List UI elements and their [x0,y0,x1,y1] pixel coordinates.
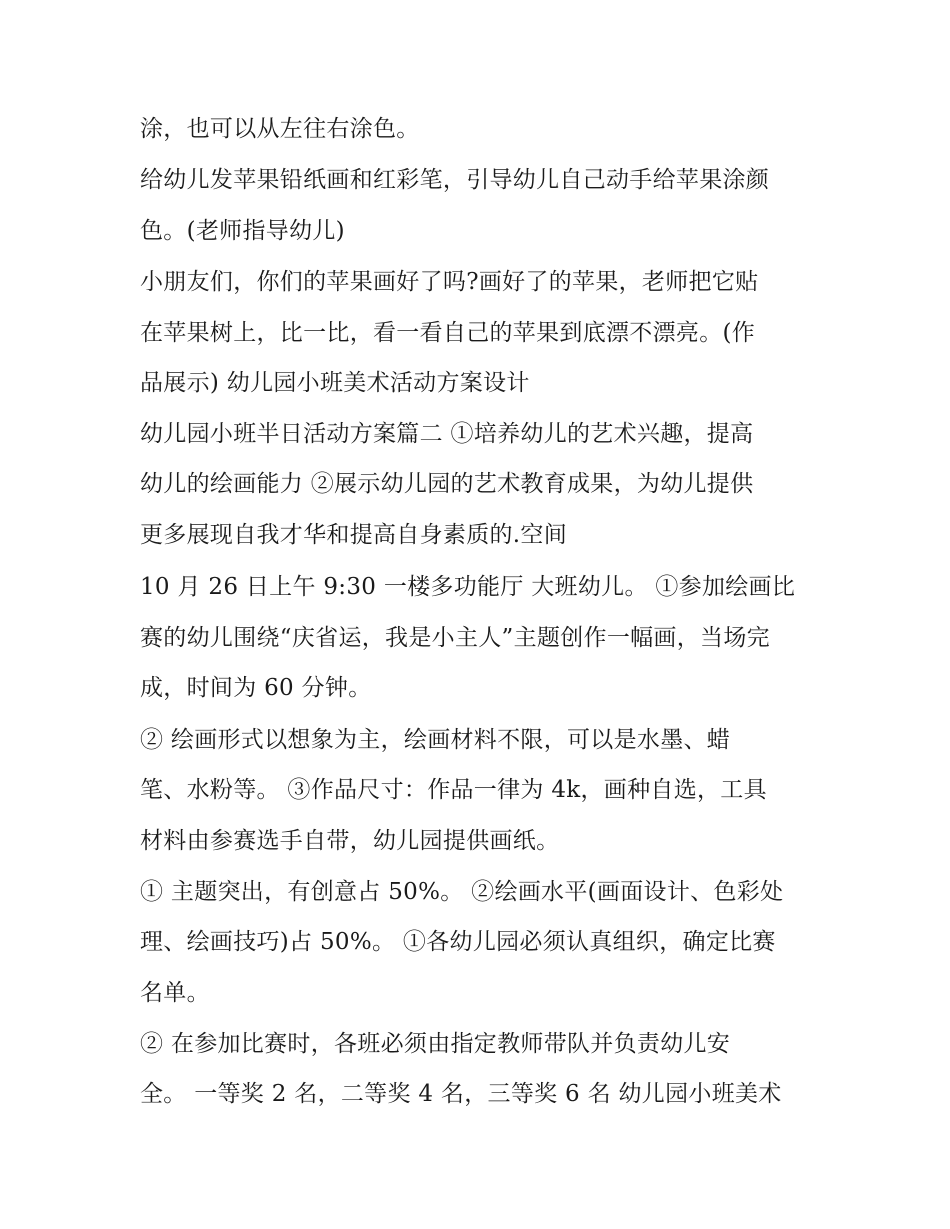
text-line: 小朋友们，你们的苹果画好了吗?画好了的苹果，老师把它贴 [140,269,759,295]
text-line: 更多展现自我才华和提高自身素质的.空间 [140,522,568,548]
text-line: 品展示) 幼儿园小班美术活动方案设计 [140,370,530,396]
text-line: 赛的幼儿围绕“庆省运，我是小主人”主题创作一幅画，当场完 [140,625,770,651]
text-line: 成，时间为 60 分钟。 [140,675,372,701]
text-line: ② 绘画形式以想象为主，绘画材料不限，可以是水墨、蜡 [140,727,731,753]
text-line: 名单。 [140,980,210,1006]
text-line: 笔、水粉等。 ③作品尺寸：作品一律为 4k，画种自选，工具 [140,777,767,803]
text-line: 幼儿园小班半日活动方案篇二 ①培养幼儿的艺术兴趣，提高 [140,421,754,447]
text-line: 幼儿的绘画能力 ②展示幼儿园的艺术教育成果，为幼儿提供 [140,471,754,497]
text-line: ② 在参加比赛时，各班必须由指定教师带队并负责幼儿安 [140,1031,731,1057]
text-line: ① 主题突出，有创意占 50%。 ②绘画水平(画面设计、色彩处 [140,879,784,905]
text-line: 全。 一等奖 2 名，二等奖 4 名，三等奖 6 名 幼儿园小班美术 [140,1081,782,1107]
text-line: 材料由参赛选手自带，幼儿园提供画纸。 [140,828,560,854]
text-line: 给幼儿发苹果铅纸画和红彩笔，引导幼儿自己动手给苹果涂颜 [140,167,770,193]
text-line: 色。(老师指导幼儿) [140,218,345,244]
text-line: 理、绘画技巧)占 50%。 ①各幼儿园必须认真组织，确定比赛 [140,929,776,955]
text-line: 在苹果树上，比一比，看一看自己的苹果到底漂不漂亮。(作 [140,320,756,346]
text-line: 10 月 26 日上午 9:30 一楼多功能厅 大班幼儿。 ①参加绘画比 [140,574,796,600]
text-line: 涂，也可以从左往右涂色。 [140,116,420,142]
